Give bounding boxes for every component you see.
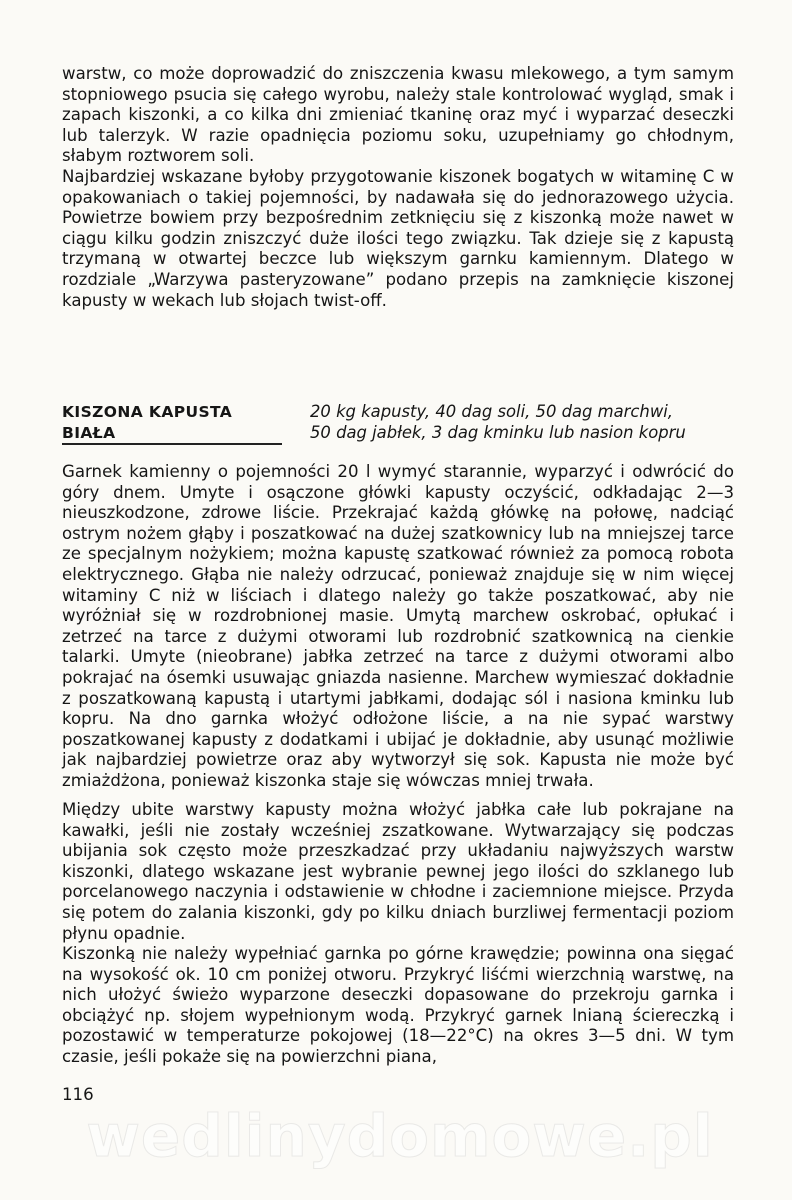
- page-number: 116: [62, 1085, 94, 1104]
- intro-paragraph-2: Najbardziej wskazane byłoby przygotowanie kiszonek bogatych w witaminę C w opakowaniach o takiej pojemności, by nadawała się do jednorazowego użycia. Powietrze bowiem przy bezpośrednim zetknięciu się z kiszonką może nawet w ciągu kilku godzin zniszczyć duże ilości tego związku. Tak dzieje się z kapustą trzymaną w otwartej beczce lub większym garnku kamiennym. Dlatego w rozdziale „Warzywa pasteryzowane” podano przepis na zamknięcie kiszonej kapusty w wekach lub słojach twist-off.: [62, 167, 734, 310]
- title-underline: [62, 443, 282, 445]
- recipe-paragraph-2: Między ubite warstwy kapusty można włożyć jabłka całe lub pokrajane na kawałki, jeśli nie zostały wcześniej zszatkowane. Wytwarzający się podczas ubijania sok często może przeszkadzać przy układaniu najwyższych warstw kiszonki, dlatego wskazane jest wybranie pewnej jego ilości do szklanego lub porcelanowego naczynia i odstawienie w chłodne i zaciemnione miejsce. Przyda się potem do zalania kiszonki, gdy po kilku dniach burzliwej fermentacji poziom płynu opadnie.: [62, 800, 734, 943]
- recipe-title-line-1: KISZONA KAPUSTA: [62, 403, 233, 421]
- intro-paragraph-1: warstw, co może doprowadzić do zniszczenia kwasu mlekowego, a tym samym stopniowego psucia się całego wyrobu, należy stale kontrolować wygląd, smak i zapach kiszonki, a co kilka dni zmieniać tkaninę oraz myć i wyparzać deseczki lub talerzyk. W razie opadnięcia poziomu soku, uzupełniamy go chłodnym, słabym roztworem soli.: [62, 64, 734, 166]
- recipe-title: [62, 402, 232, 443]
- ingredients-line-2: 50 dag jabłek, 3 dag kminku lub nasion kopru: [310, 422, 686, 442]
- recipe-paragraph-3: Kiszonką nie należy wypełniać garnka po górne krawędzie; powinna ona sięgać na wysokość ok. 10 cm poniżej otworu. Przykryć liśćmi wierzchnią warstwę, na nich ułożyć świeżo wyparzone deseczki dopasowane do przekroju garnka i obciążyć np. słojem wypełnionym wodą. Przykryć garnek lnianą ściereczką i pozostawić w temperaturze pokojowej (18—22°C) na okres 3—5 dni. W tym czasie, jeśli pokaże się na powierzchni piana,: [62, 944, 734, 1066]
- recipe-paragraph-1: Garnek kamienny o pojemności 20 l wymyć starannie, wyparzyć i odwrócić do góry dnem. Umyte i osączone główki kapusty oczyścić, odkładając 2—3 nieuszkodzone, zdrowe liście. Przekrajać każdą główkę na połowę, nadciąć ostrym nożem głąby i poszatkować na dużej szatkownicy lub na mniejszej tarce ze specjalnym nożykiem; można kapustę szatkować również za pomocą robota elektrycznego. Głąba nie należy odrzucać, ponieważ znajduje się w nim więcej witaminy C niż w liściach i dlatego należy go także poszatkować, aby nie wyróżniał się w rozdrobnionej masie. Umytą marchew oskrobać, opłukać i zetrzeć na tarce z dużymi otworami lub rozdrobnić szatkownicą na cienkie talarki. Umyte (nieobrane) jabłka zetrzeć na tarce z dużymi otworami albo pokrajać na ósemki usuwając gniazda nasienne. Marchew wymieszać dokładnie z poszatkowaną kapustą i utartymi jabłkami, dodając sól i nasiona kminku lub kopru. Na dno garnka włożyć odłożone liście, a na nie sypać warstwy poszatkowanej kapusty z dodatkami i ubijać je dokładnie, aby usunąć możliwie jak najbardziej powietrze oraz aby wytworzył się sok. Kapusta nie może być zmiażdżona, ponieważ kiszonka staje się wówczas mniej trwała.: [62, 462, 734, 790]
- recipe-title-line-2: BIAŁA: [62, 423, 116, 442]
- ingredients-line-1: 20 kg kapusty, 40 dag soli, 50 dag marchwi,: [310, 402, 673, 421]
- watermark: wedlinydomowe.pl: [86, 1102, 714, 1170]
- recipe-ingredients: [310, 402, 736, 443]
